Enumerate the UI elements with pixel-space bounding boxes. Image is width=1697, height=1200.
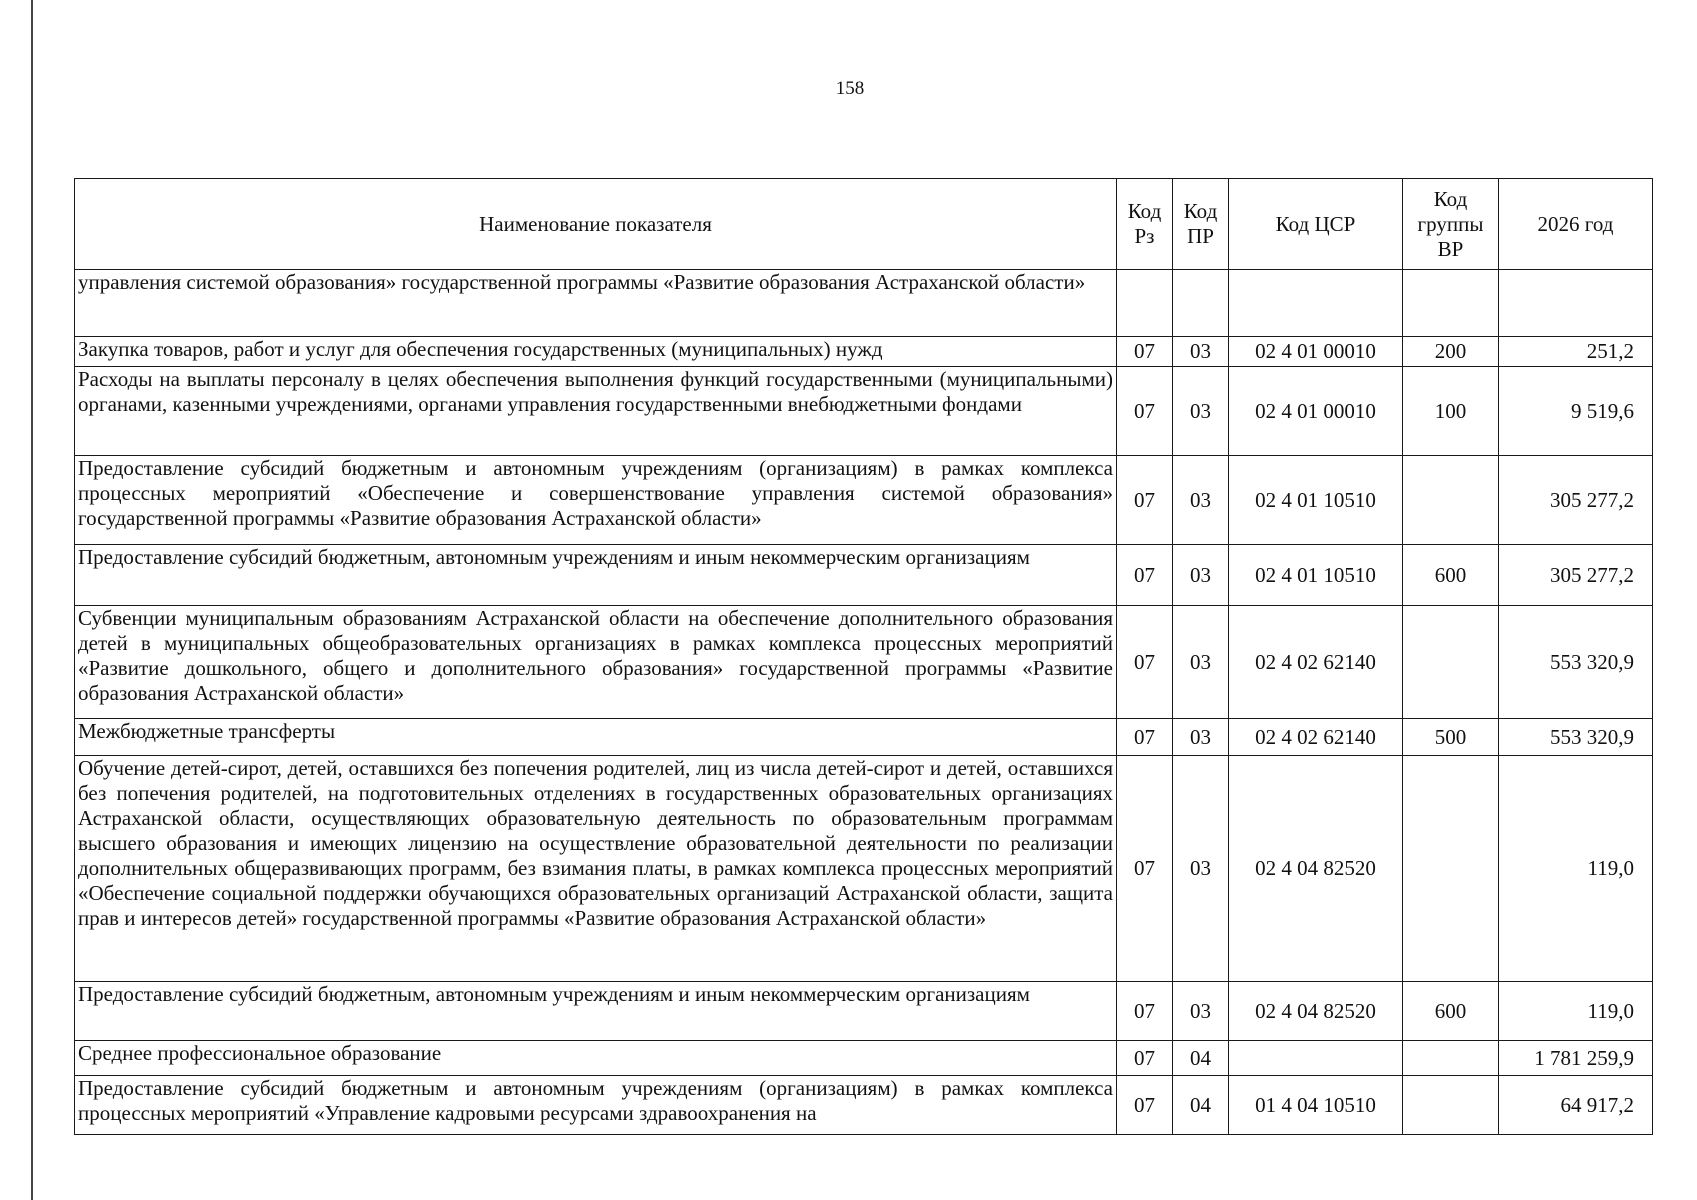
row-amount: 9 519,6 bbox=[1499, 367, 1653, 456]
row-name: Обучение детей-сирот, детей, оставшихся без попечения родителей, лиц из числа детей-сирот и детей, оставшихся без попечения родителей, на подготовительных отделениях в государственных образовательных организациях Астраханской области, осуществляющих образовательную деятельность по образовательным программам высшего образования и имеющих лицензию на осуществление образовательной деятельности по реализации дополнительных общеразвивающих программ, без взимания платы, в рамках комплекса процессных мероприятий «Обеспечение социальной поддержки обучающихся образовательных организаций Астраханской области, защита прав и интересов детей» государственной программы «Развитие образования Астраханской области» bbox=[75, 756, 1117, 982]
page-number: 158 bbox=[835, 78, 865, 99]
row-name: Предоставление субсидий бюджетным, автономным учреждениям и иным некоммерческим организациям bbox=[75, 545, 1117, 606]
row-csr bbox=[1229, 1041, 1403, 1076]
row-rz: 07 bbox=[1117, 982, 1173, 1041]
row-amount: 251,2 bbox=[1499, 337, 1653, 367]
row-pr: 03 bbox=[1173, 367, 1229, 456]
table-row bbox=[75, 719, 1653, 756]
row-pr bbox=[1173, 270, 1229, 337]
row-amount: 553 320,9 bbox=[1499, 719, 1653, 756]
header-pr: Код ПР bbox=[1173, 179, 1229, 270]
row-vr: 600 bbox=[1403, 545, 1499, 606]
table-row bbox=[75, 337, 1653, 367]
row-amount: 553 320,9 bbox=[1499, 606, 1653, 719]
row-csr: 02 4 04 82520 bbox=[1229, 756, 1403, 982]
table-row bbox=[75, 982, 1653, 1041]
header-rz: Код Рз bbox=[1117, 179, 1173, 270]
row-name: Межбюджетные трансферты bbox=[75, 719, 1117, 756]
row-vr: 600 bbox=[1403, 982, 1499, 1041]
left-margin-rule bbox=[31, 0, 33, 1200]
row-pr: 03 bbox=[1173, 545, 1229, 606]
row-rz: 07 bbox=[1117, 545, 1173, 606]
row-name: Среднее профессиональное образование bbox=[75, 1041, 1117, 1076]
row-pr: 03 bbox=[1173, 756, 1229, 982]
table-header-row bbox=[75, 179, 1653, 270]
row-pr: 03 bbox=[1173, 606, 1229, 719]
row-rz: 07 bbox=[1117, 719, 1173, 756]
row-csr: 02 4 02 62140 bbox=[1229, 719, 1403, 756]
row-csr: 02 4 01 10510 bbox=[1229, 456, 1403, 545]
row-vr bbox=[1403, 270, 1499, 337]
table-row bbox=[75, 545, 1653, 606]
row-rz: 07 bbox=[1117, 756, 1173, 982]
header-vr: Код группы ВР bbox=[1403, 179, 1499, 270]
row-name: Предоставление субсидий бюджетным и автономным учреждениям (организациям) в рамках комплекса процессных мероприятий «Обеспечение и совершенствование управления системой образования» государственной программы «Развитие образования Астраханской области» bbox=[75, 456, 1117, 545]
row-rz: 07 bbox=[1117, 1041, 1173, 1076]
row-vr: 100 bbox=[1403, 367, 1499, 456]
row-vr: 200 bbox=[1403, 337, 1499, 367]
row-pr: 03 bbox=[1173, 337, 1229, 367]
row-rz: 07 bbox=[1117, 456, 1173, 545]
row-csr: 02 4 04 82520 bbox=[1229, 982, 1403, 1041]
table-row bbox=[75, 1076, 1653, 1135]
table-row bbox=[75, 756, 1653, 982]
row-vr bbox=[1403, 1076, 1499, 1135]
table-row bbox=[75, 1041, 1653, 1076]
row-vr bbox=[1403, 1041, 1499, 1076]
row-amount: 119,0 bbox=[1499, 756, 1653, 982]
row-pr: 03 bbox=[1173, 982, 1229, 1041]
row-amount: 305 277,2 bbox=[1499, 545, 1653, 606]
budget-table bbox=[74, 178, 1653, 1135]
table-row bbox=[75, 606, 1653, 719]
row-name: Субвенции муниципальным образованиям Астраханской области на обеспечение дополнительного образования детей в муниципальных общеобразовательных организациях в рамках комплекса процессных мероприятий «Развитие дошкольного, общего и дополнительного образования» государственной программы «Развитие образования Астраханской области» bbox=[75, 606, 1117, 719]
row-name: управления системой образования» государственной программы «Развитие образования Астраханской области» bbox=[75, 270, 1117, 337]
row-csr: 02 4 01 00010 bbox=[1229, 367, 1403, 456]
budget-table-wrapper bbox=[74, 178, 1653, 1135]
row-vr: 500 bbox=[1403, 719, 1499, 756]
row-amount bbox=[1499, 270, 1653, 337]
row-rz: 07 bbox=[1117, 606, 1173, 719]
row-pr: 04 bbox=[1173, 1076, 1229, 1135]
table-row bbox=[75, 367, 1653, 456]
row-name: Расходы на выплаты персоналу в целях обеспечения выполнения функций государственными (муниципальными) органами, казенными учреждениями, органами управления государственными внебюджетными фондами bbox=[75, 367, 1117, 456]
row-amount: 305 277,2 bbox=[1499, 456, 1653, 545]
row-amount: 119,0 bbox=[1499, 982, 1653, 1041]
row-pr: 04 bbox=[1173, 1041, 1229, 1076]
row-amount: 1 781 259,9 bbox=[1499, 1041, 1653, 1076]
row-vr bbox=[1403, 606, 1499, 719]
row-name: Закупка товаров, работ и услуг для обеспечения государственных (муниципальных) нужд bbox=[75, 337, 1117, 367]
row-csr: 02 4 02 62140 bbox=[1229, 606, 1403, 719]
row-csr: 02 4 01 00010 bbox=[1229, 337, 1403, 367]
row-rz: 07 bbox=[1117, 337, 1173, 367]
row-rz bbox=[1117, 270, 1173, 337]
header-year: 2026 год bbox=[1499, 179, 1653, 270]
table-row bbox=[75, 456, 1653, 545]
row-vr bbox=[1403, 456, 1499, 545]
row-name: Предоставление субсидий бюджетным и автономным учреждениям (организациям) в рамках комплекса процессных мероприятий «Управление кадровыми ресурсами здравоохранения на bbox=[75, 1076, 1117, 1135]
row-csr: 01 4 04 10510 bbox=[1229, 1076, 1403, 1135]
row-amount: 64 917,2 bbox=[1499, 1076, 1653, 1135]
header-name: Наименование показателя bbox=[75, 179, 1117, 270]
row-pr: 03 bbox=[1173, 719, 1229, 756]
row-rz: 07 bbox=[1117, 367, 1173, 456]
row-csr: 02 4 01 10510 bbox=[1229, 545, 1403, 606]
table-row bbox=[75, 270, 1653, 337]
row-name: Предоставление субсидий бюджетным, автономным учреждениям и иным некоммерческим организациям bbox=[75, 982, 1117, 1041]
row-vr bbox=[1403, 756, 1499, 982]
row-pr: 03 bbox=[1173, 456, 1229, 545]
row-csr bbox=[1229, 270, 1403, 337]
row-rz: 07 bbox=[1117, 1076, 1173, 1135]
header-csr: Код ЦСР bbox=[1229, 179, 1403, 270]
